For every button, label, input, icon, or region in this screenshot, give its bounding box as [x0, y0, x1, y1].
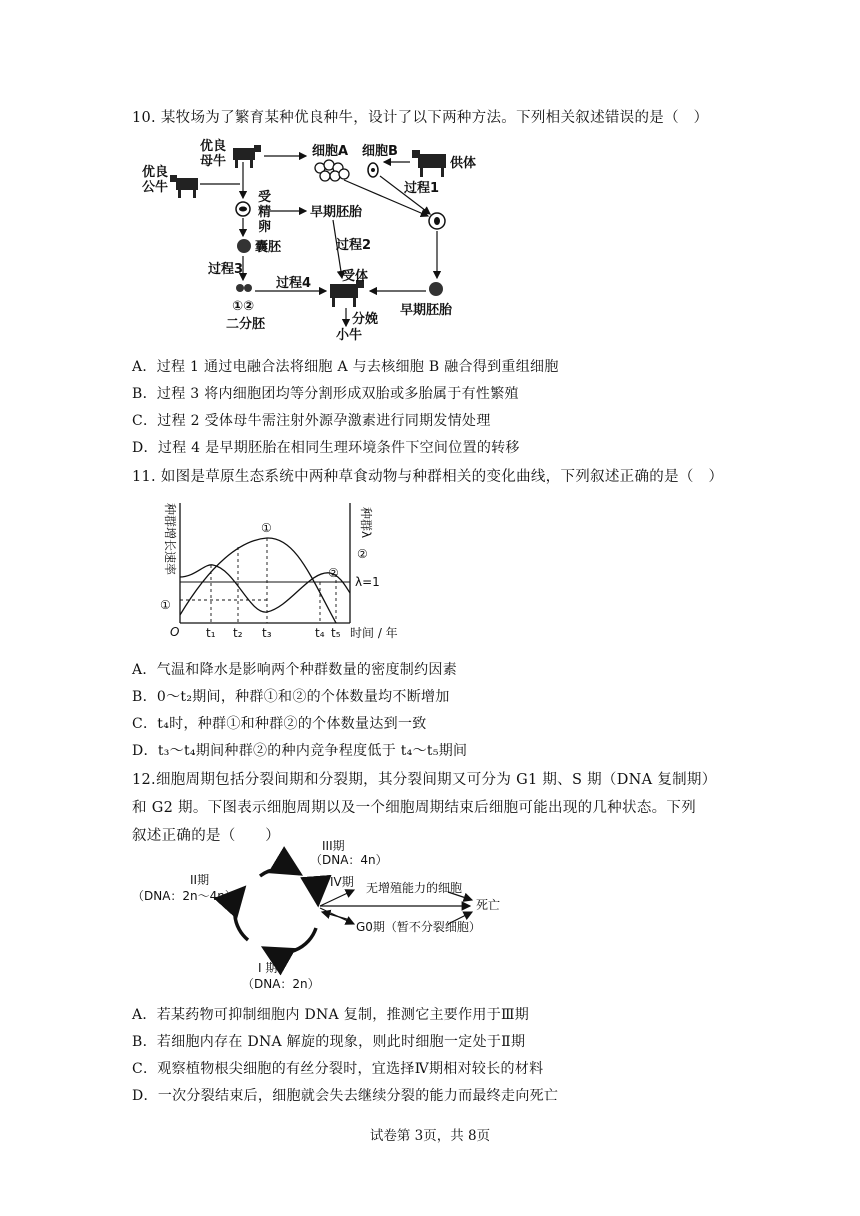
recipient-label: 受体: [342, 269, 369, 284]
no-prolif-label: 无增殖能力的细胞: [366, 881, 463, 895]
question-11-stem: 11. 如图是草原生态系统中两种草食动物与种群相关的变化曲线，下列叙述正确的是（ ）: [132, 469, 724, 485]
phase-3-label: III期: [322, 839, 345, 853]
right-marker: ②: [357, 547, 368, 561]
phase-1-dna: （DNA：2n）: [242, 977, 320, 991]
tick-t2: t₂: [233, 626, 243, 640]
process-1-label: 过程1: [404, 181, 440, 196]
tick-t3: t₃: [262, 626, 272, 640]
q12-option-c[interactable]: C．观察植物根尖细胞的有丝分裂时，宜选择Ⅳ期相对较长的材料: [132, 1061, 544, 1077]
split-embryo-icon: [236, 284, 252, 292]
breeding-diagram: [130, 136, 510, 346]
q10-option-c[interactable]: C．过程 2 受体母牛需注射外源孕激素进行同期发情处理: [132, 413, 491, 429]
birth-label: 分娩: [352, 312, 379, 327]
question-12-stem-line-3: 叙述正确的是（ ）: [132, 828, 280, 844]
cell-a-icon: [315, 160, 349, 181]
phase-4-label: IV期: [330, 875, 354, 889]
fertilized-egg-label: 受精卵: [258, 190, 272, 235]
q12-option-d[interactable]: D．一次分裂结束后，细胞就会失去继续分裂的能力而最终走向死亡: [132, 1088, 559, 1104]
calf-label: 小牛: [336, 328, 363, 343]
death-label: 死亡: [476, 898, 501, 912]
cell-b-icon: [368, 163, 378, 177]
origin-label: O: [170, 625, 180, 639]
tick-t5: t₅: [331, 626, 341, 640]
q11-option-b[interactable]: B．0～t₂期间，种群①和②的个体数量均不断增加: [132, 689, 450, 705]
curve-2-label: ②: [328, 566, 339, 580]
early-embryo-1-label: 早期胚胎: [310, 205, 363, 220]
left-marker: ①: [160, 598, 171, 612]
cell-a-label: 细胞A: [312, 144, 349, 159]
cycle-circle: [235, 869, 318, 953]
early-embryo-2-label: 早期胚胎: [400, 303, 453, 318]
tick-t4: t₄: [315, 626, 325, 640]
population-chart: [150, 495, 420, 645]
recipient-cow-icon: [330, 280, 364, 307]
q10-option-b[interactable]: B．过程 3 将内细胞团均等分割形成双胎或多胎属于有性繁殖: [132, 386, 519, 402]
q11-option-c[interactable]: C．t₄时，种群①和种群②的个体数量达到一致: [132, 716, 427, 732]
blastocyst-icon: [237, 239, 251, 253]
q10-option-a[interactable]: A．过程 1 通过电融合法将细胞 A 与去核细胞 B 融合得到重组细胞: [132, 359, 559, 375]
cell-b-label: 细胞B: [362, 144, 398, 159]
curve-1: [180, 538, 336, 623]
phase-2-label: II期: [190, 873, 210, 887]
q12-option-a[interactable]: A．若某药物可抑制细胞内 DNA 复制，推测它主要作用于Ⅲ期: [132, 1007, 530, 1023]
page-footer: 试卷第 3页，共 8页: [369, 1128, 491, 1144]
question-10-stem: 10. 某牧场为了繁育某种优良种牛，设计了以下两种方法。下列相关叙述错误的是（ ）: [132, 110, 709, 126]
good-bull-icon: [170, 175, 198, 198]
question-12-stem-line-2: 和 G2 期。下图表示细胞周期以及一个细胞周期结束后细胞可能出现的几种状态。下列: [132, 800, 697, 816]
lambda-label: λ=1: [355, 575, 380, 589]
g0-label: G0期（暂不分裂细胞）: [356, 920, 481, 934]
fertilized-egg-icon: [236, 202, 250, 216]
cell-cycle-diagram: [130, 836, 510, 1001]
phase-2-dna: （DNA：2n～4n）: [132, 889, 237, 903]
good-cow-label: 优良母牛: [200, 139, 227, 169]
early-embryo-2-icon: [429, 282, 443, 296]
blastocyst-label: 囊胚: [255, 240, 282, 255]
y-axis-right-label: 种群λ: [359, 507, 373, 539]
donor-cow-icon: [412, 150, 446, 177]
curve-1-label: ①: [261, 521, 272, 535]
phase-3-dna: （DNA：4n）: [310, 853, 388, 867]
good-bull-label: 优良公牛: [142, 165, 169, 195]
curve-2: [180, 565, 350, 612]
process-3-label: 过程3: [208, 262, 244, 277]
q11-option-a[interactable]: A．气温和降水是影响两个种群数量的密度制约因素: [132, 662, 458, 678]
q12-option-b[interactable]: B．若细胞内存在 DNA 解旋的现象，则此时细胞一定处于Ⅱ期: [132, 1034, 526, 1050]
reconstructed-cell-icon: [429, 213, 445, 229]
good-cow-icon: [233, 145, 261, 168]
process-4-label: 过程4: [276, 276, 312, 291]
q11-option-d[interactable]: D．t₃～t₄期间种群②的种内竞争程度低于 t₄～t₅期间: [132, 743, 468, 759]
state-arrows: [320, 890, 472, 924]
phase-1-label: I 期: [258, 961, 278, 975]
process-2-label: 过程2: [336, 238, 372, 253]
question-12-stem-line-1: 12.细胞周期包括分裂间期和分裂期，其分裂间期又可分为 G1 期、S 期（DNA 复制期）: [132, 772, 717, 788]
donor-label: 供体: [450, 156, 477, 171]
q10-option-d[interactable]: D．过程 4 是早期胚胎在相同生理环境条件下空间位置的转移: [132, 440, 520, 456]
split-embryo-numbers: ①②: [232, 299, 255, 314]
tick-t1: t₁: [206, 626, 216, 640]
y-axis-left-label: 种群增长速率: [163, 503, 177, 576]
x-axis-label: 时间 / 年: [350, 626, 398, 640]
split-embryo-label: 二分胚: [226, 317, 266, 332]
